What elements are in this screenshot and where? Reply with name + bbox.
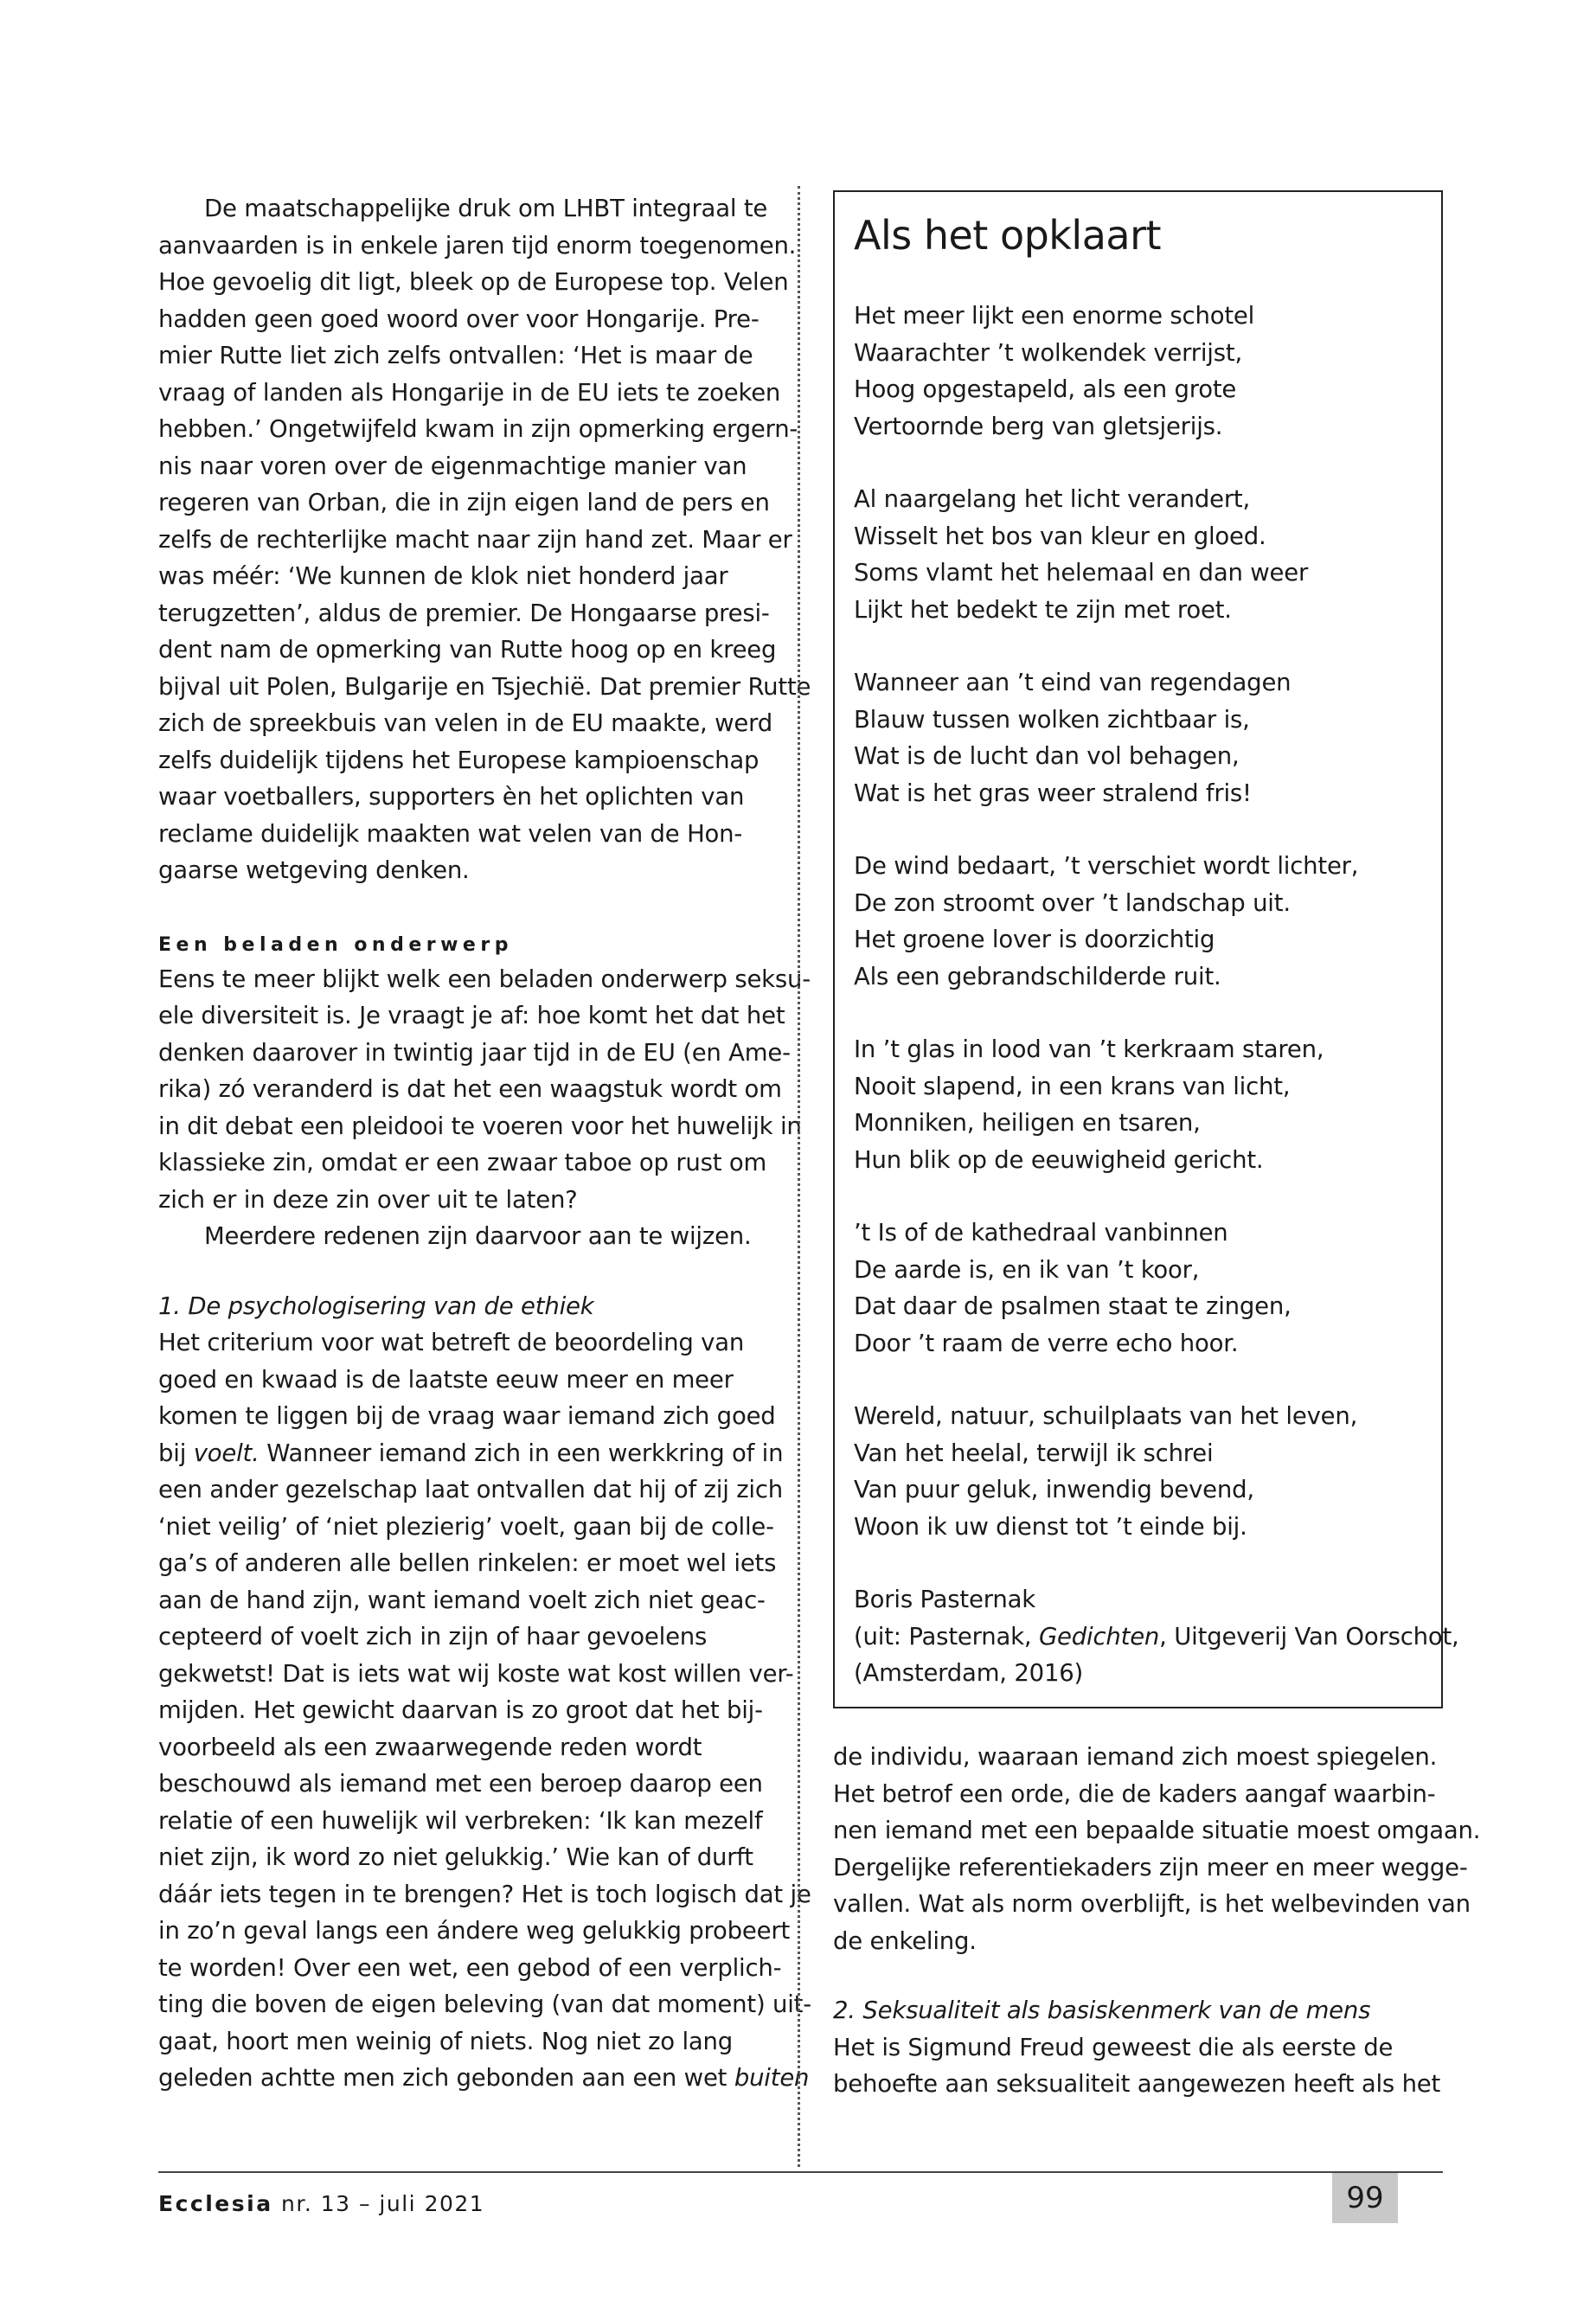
poem-stanza [854, 481, 1433, 628]
paragraph-seksualiteit [833, 2029, 1443, 2103]
text-line: ‘niet veilig’ of ‘niet plezierig’ voelt, gaan bij de colle- [158, 1512, 774, 1541]
text-line: ele diversiteit is. Je vraagt je af: hoe komt het dat het [158, 1002, 785, 1029]
text-line: gaarse wetgeving denken. [158, 856, 470, 884]
text-line: zich de spreekbuis van velen in de EU maakte, werd [158, 709, 773, 737]
text-run: (uit: Pasternak, [854, 1622, 1039, 1650]
text-line: Het is Sigmund Freud geweest die als eerste de [833, 2033, 1394, 2061]
text-line: vallen. Wat als norm overblijft, is het welbevinden van [833, 1890, 1471, 1918]
poem-stanza [854, 848, 1433, 995]
text-line: voorbeeld als een zwaarwegende reden wordt [158, 1733, 702, 1761]
poem-line: De aarde is, en ik van ’t koor, [854, 1255, 1200, 1284]
poem-line: Hoog opgestapeld, als een grote [854, 375, 1237, 403]
text-line: klassieke zin, omdat er een zwaar taboe op rust om [158, 1149, 767, 1176]
poem-stanza [854, 1398, 1433, 1545]
left-column [158, 190, 811, 2097]
text-line: nis naar voren over de eigenmachtige manier van [158, 452, 747, 480]
text-line: behoefte aan seksualiteit aangewezen heeft als het [833, 2070, 1441, 2098]
poem-line: Het groene lover is doorzichtig [854, 926, 1215, 953]
poem-body [854, 298, 1459, 1692]
text-line: cepteerd of voelt zich in zijn of haar gevoelens [158, 1623, 708, 1650]
text-line: Dergelijke referentiekaders zijn meer en meer wegge- [833, 1853, 1468, 1881]
text-line: waar voetballers, supporters èn het oplichten van [158, 783, 745, 811]
poem-line: De wind bedaart, ’t verschiet wordt lichter, [854, 852, 1359, 880]
text-line: aan de hand zijn, want iemand voelt zich niet geac- [158, 1586, 766, 1614]
text-line: goed en kwaad is de laatste eeuw meer en meer [158, 1365, 734, 1394]
poem-line: Dat daar de psalmen staat te zingen, [854, 1292, 1292, 1320]
paragraph-intro [158, 190, 811, 889]
text-line: Het betrof een orde, die de kaders aangaf waarbin- [833, 1779, 1436, 1808]
text-line: De maatschappelijke druk om LHBT integraal te [204, 195, 768, 222]
text-line: terugzetten’, aldus de premier. De Hongaarse presi- [158, 599, 770, 627]
poem-source [854, 1618, 1459, 1656]
text-line: bijval uit Polen, Bulgarije en Tsjechië. Dat premier Rutte [158, 672, 811, 701]
paragraph-beladen [158, 961, 811, 1219]
poem-source-line2: (Amsterdam, 2016) [854, 1659, 1084, 1687]
text-line: aanvaarden is in enkele jaren tijd enorm toegenomen. [158, 231, 797, 260]
text-run: bij [158, 1439, 194, 1467]
poem-line: Wat is de lucht dan vol behagen, [854, 742, 1240, 770]
text-line: gekwetst! Dat is iets wat wij koste wat kost willen ver- [158, 1659, 794, 1688]
text-line: dáár iets tegen in te brengen? Het is toch logisch dat je [158, 1880, 811, 1908]
text-line: zelfs duidelijk tijdens het Europese kampioenschap [158, 746, 760, 774]
text-line: rika) zó veranderd is dat het een waagstuk wordt om [158, 1075, 782, 1103]
poem-stanza [854, 1215, 1433, 1362]
text-line: relatie of een huwelijk wil verbreken: ‘Ik kan mezelf [158, 1806, 763, 1835]
text-line: in dit debat een pleidooi te voeren voor het huwelijk in [158, 1112, 802, 1140]
section-heading: Een beladen onderwerp [158, 933, 513, 956]
poem-stanza [854, 298, 1433, 445]
text-line: mier Rutte liet zich zelfs ontvallen: ‘Het is maar de [158, 342, 753, 369]
page-number: 99 [1332, 2173, 1398, 2223]
poem-line: De zon stroomt over ’t landschap uit. [854, 888, 1291, 917]
text-line: gaat, hoort men weinig of niets. Nog niet zo lang [158, 2027, 734, 2055]
poem-stanza [854, 1031, 1433, 1178]
text-line: een ander gezelschap laat ontvallen dat hij of zij zich [158, 1476, 784, 1503]
text-line: hadden geen goed woord over voor Hongarije. Pre- [158, 304, 760, 333]
poem-line: Al naargelang het licht verandert, [854, 485, 1251, 513]
text-line: mijden. Het gewicht daarvan is zo groot dat het bij- [158, 1696, 763, 1724]
emphasis-buiten: buiten [734, 2064, 810, 2092]
text-line: zich er in deze zin over uit te laten? [158, 1185, 578, 1214]
text-line: de individu, waaraan iemand zich moest spiegelen. [833, 1743, 1438, 1771]
text-line: Hoe gevoelig dit ligt, bleek op de Europese top. Velen [158, 268, 789, 296]
poem-line: Wereld, natuur, schuilplaats van het leven, [854, 1402, 1358, 1430]
poem-credits [854, 1581, 1459, 1692]
emphasis-gedichten: Gedichten [1038, 1622, 1160, 1650]
poem-box [833, 190, 1459, 1708]
poem-line: Door ’t raam de verre echo hoor. [854, 1329, 1239, 1357]
text-line: Meerdere redenen zijn daarvoor aan te wijzen. [204, 1222, 752, 1250]
paragraph-reasons [158, 1218, 774, 1255]
poem-line: Van het heelal, terwijl ik schrei [854, 1439, 1214, 1467]
poem-title: Als het opklaart [854, 212, 1162, 259]
poem-line: Wat is het gras weer stralend fris! [854, 779, 1252, 807]
poem-line: Lijkt het bedekt te zijn met roet. [854, 595, 1232, 624]
poem-line: Nooit slapend, in een krans van licht, [854, 1072, 1291, 1100]
text-line: te worden! Over een wet, een gebod of een verplich- [158, 1953, 782, 1982]
text-line: nen iemand met een bepaalde situatie moest omgaan. [833, 1817, 1481, 1844]
text-line: de enkeling. [833, 1926, 977, 1955]
text-line [158, 1435, 784, 1472]
text-run: geleden achtte men zich gebonden aan een wet [158, 2064, 734, 2092]
subheading-seksualiteit: 2. Seksualiteit als basiskenmerk van de mens [833, 1997, 1371, 2024]
text-line: Eens te meer blijkt welk een beladen onderwerp seksu- [158, 965, 811, 993]
text-line: zelfs de rechterlijke macht naar zijn hand zet. Maar er [158, 525, 792, 554]
text-line: in zo’n geval langs een ándere weg gelukkig probeert [158, 1917, 791, 1945]
poem-line: Van puur geluk, inwendig bevend, [854, 1476, 1254, 1503]
text-run: Wanneer iemand zich in een werkkring of in [259, 1439, 784, 1467]
footer-rule [158, 2171, 1443, 2173]
poem-line: ’t Is of de kathedraal vanbinnen [854, 1219, 1228, 1247]
footer-journal [158, 2191, 484, 2216]
column-divider [798, 186, 800, 2167]
text-line: hebben.’ Ongetwijfeld kwam in zijn opmerking ergern- [158, 415, 798, 443]
text-line: beschouwd als iemand met een beroep daarop een [158, 1770, 763, 1798]
text-line: komen te liggen bij de vraag waar iemand zich goed [158, 1402, 776, 1430]
text-run: , Uitgeverij Van Oorschot, [1159, 1622, 1459, 1650]
text-line: niet zijn, ik word zo niet gelukkig.’ Wie kan of durft [158, 1843, 753, 1871]
poem-line: In ’t glas in lood van ’t kerkraam staren, [854, 1035, 1324, 1063]
poem-line: Hun blik op de eeuwigheid gericht. [854, 1145, 1264, 1174]
poem-line: Soms vlamt het helemaal en dan weer [854, 559, 1309, 586]
text-line: ga’s of anderen alle bellen rinkelen: er moet wel iets [158, 1549, 777, 1577]
right-column [833, 1739, 1481, 2103]
text-line: was méér: ‘We kunnen de klok niet honderd jaar [158, 562, 728, 590]
poem-author: Boris Pasternak [854, 1586, 1035, 1613]
poem-line: Monniken, heiligen en tsaren, [854, 1109, 1201, 1137]
poem-line: Het meer lijkt een enorme schotel [854, 302, 1255, 330]
poem-line: Woon ik uw dienst tot ’t einde bij. [854, 1512, 1247, 1541]
text-line [158, 2060, 810, 2097]
paragraph-continued [833, 1739, 1481, 1959]
text-line: dent nam de opmerking van Rutte hoog op en kreeg [158, 636, 777, 663]
text-line: reclame duidelijk maakten wat velen van de Hon- [158, 819, 743, 848]
paragraph-psychologisering [158, 1324, 811, 2097]
text-line: Het criterium voor wat betreft de beoordeling van [158, 1329, 745, 1356]
text-line: ting die boven de eigen beleving (van dat moment) uit- [158, 1990, 811, 2018]
poem-line: Wanneer aan ’t eind van regendagen [854, 669, 1292, 696]
emphasis-voelt: voelt. [193, 1439, 260, 1467]
poem-line: Waarachter ’t wolkendek verrijst, [854, 338, 1243, 367]
journal-issue: nr. 13 – juli 2021 [272, 2191, 485, 2216]
text-line: vraag of landen als Hongarije in de EU iets te zoeken [158, 378, 781, 407]
poem-stanza [854, 664, 1433, 811]
text-line: regeren van Orban, die in zijn eigen land de pers en [158, 489, 770, 516]
text-line: denken daarover in twintig jaar tijd in de EU (en Ame- [158, 1038, 791, 1067]
poem-line: Wisselt het bos van kleur en gloed. [854, 522, 1266, 550]
poem-line: Als een gebrandschilderde ruit. [854, 962, 1221, 990]
subheading-psychologisering: 1. De psychologisering van de ethiek [158, 1292, 594, 1320]
poem-line: Blauw tussen wolken zichtbaar is, [854, 705, 1250, 734]
poem-line: Vertoornde berg van gletsjerijs. [854, 412, 1223, 440]
journal-name: Ecclesia [158, 2191, 273, 2216]
